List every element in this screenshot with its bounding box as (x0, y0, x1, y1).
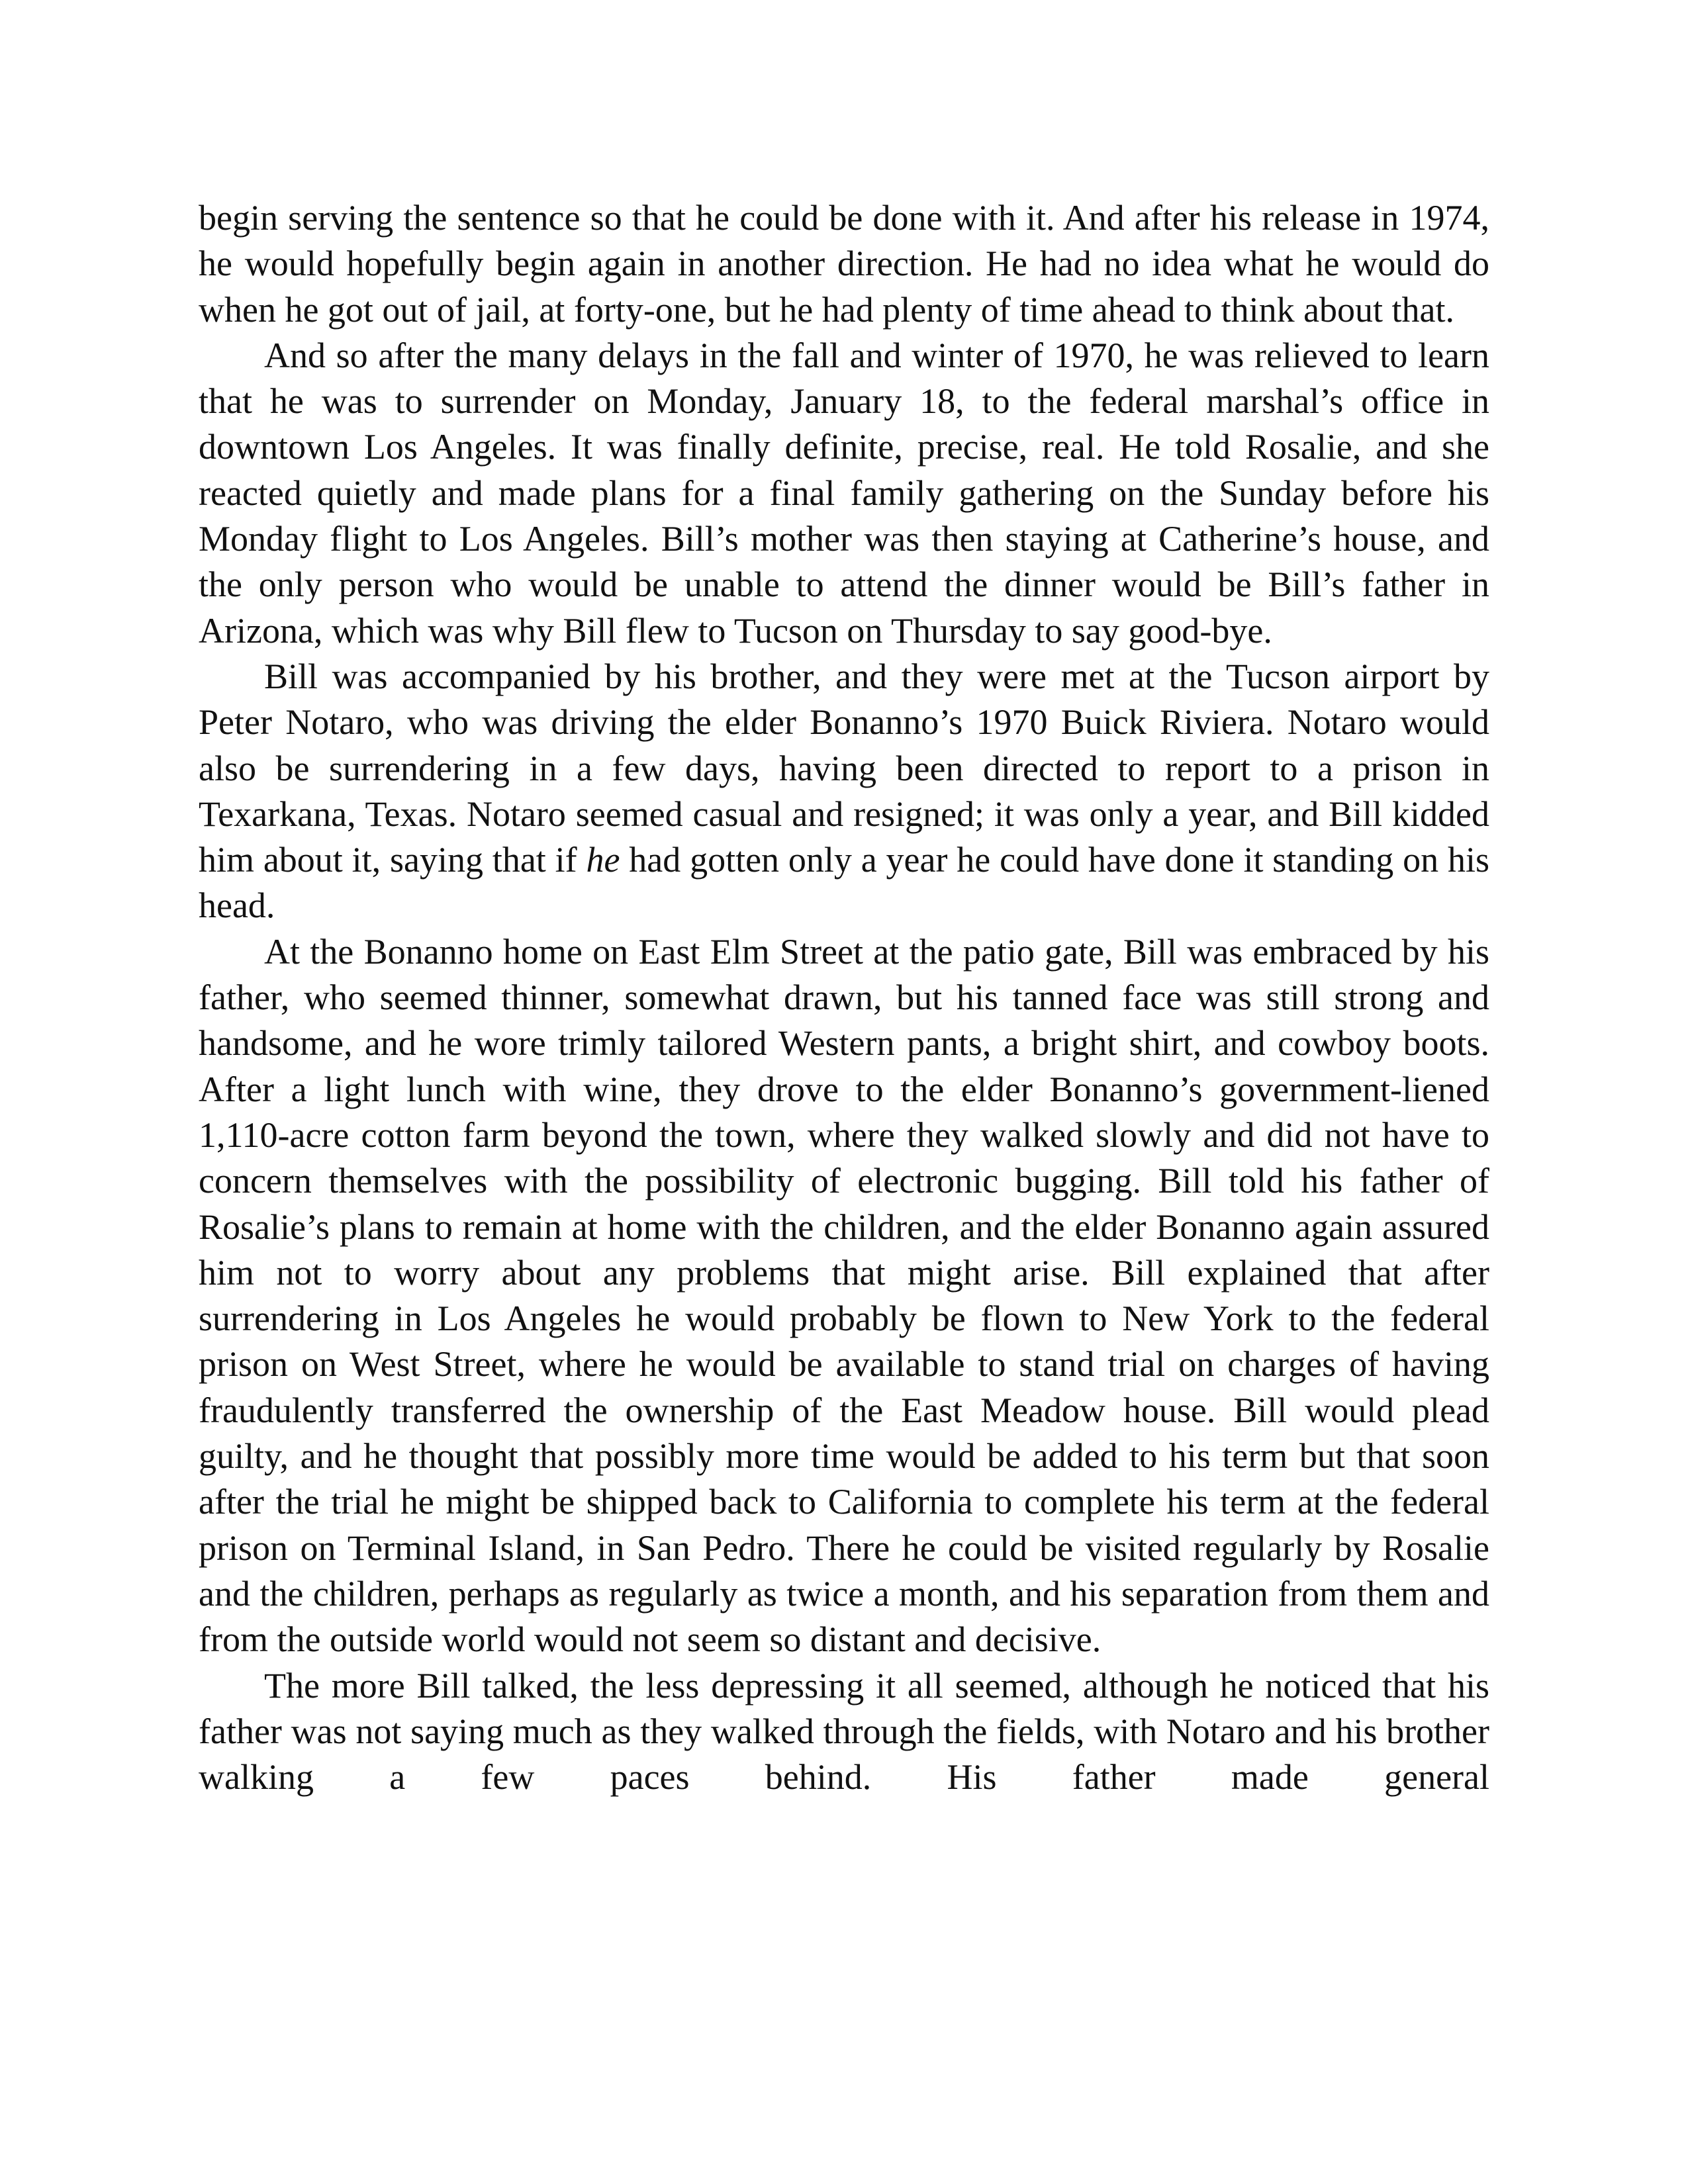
paragraph-5-text: The more Bill talked, the less depressing it all seemed, although he noticed that his father was not saying much as they walked through the fields, with Notaro and his brother walking a few paces behind. His father made general (199, 1665, 1489, 1797)
paragraph-1 (199, 195, 1489, 333)
paragraph-4-text: At the Bonanno home on East Elm Street at the patio gate, Bill was embraced by his father, who seemed thinner, somewhat drawn, but his tanned face was still strong and handsome, and he wore trimly tailored Western pants, a bright shirt, and cowboy boots. After a light lunch with wine, they drove to the elder Bonanno’s government-liened 1,110-acre cotton farm beyond the town, where they walked slowly and did not have to concern themselves with the possibility of electronic bugging. Bill told his father of Rosalie’s plans to remain at home with the children, and the elder Bonanno again assured him not to worry about any problems that might arise. Bill explained that after surrendering in Los Angeles he would probably be flown to New York to the federal prison on West Street, where he would be available to stand trial on charges of having fraudulently transferred the ownership of the East Meadow house. Bill would plead guilty, and he thought that possibly more time would be added to his term but that soon after the trial he might be shipped back to California to complete his term at the federal prison on Terminal Island, in San Pedro. There he could be visited regularly by Rosalie and the children, perhaps as regularly as twice a month, and his separation from them and from the outside world would not seem so distant and decisive. (199, 931, 1489, 1660)
paragraph-3-text-a: Bill was accompanied by his brother, and they were met at the Tucson airport by Peter Notaro, who was driving the elder Bonanno’s 1970 Buick Riviera. Notaro would also be surrendering in a few days, having been directed to report to a prison in Texarkana, Texas. Notaro seemed casual and resigned; it was only a year, and Bill kidded him about it, saying that if (199, 656, 1489, 880)
paragraph-3-italic-he: he (586, 840, 620, 880)
paragraph-5 (199, 1663, 1489, 1801)
paragraph-3 (199, 654, 1489, 929)
paragraph-4 (199, 929, 1489, 1663)
paragraph-3-text-b: had gotten only a year he could have done it standing on his head. (199, 840, 1489, 926)
paragraph-1-text: begin serving the sentence so that he could be done with it. And after his release in 1974, he would hopefully begin again in another direction. He had no idea what he would do when he got out of jail, at forty-one, but he had plenty of time ahead to think about that. (199, 198, 1489, 330)
paragraph-2 (199, 333, 1489, 654)
paragraph-2-text: And so after the many delays in the fall and winter of 1970, he was relieved to learn that he was to surrender on Monday, January 18, to the federal marshal’s office in downtown Los Angeles. It was finally definite, precise, real. He told Rosalie, and she reacted quietly and made plans for a final family gathering on the Sunday before his Monday flight to Los Angeles. Bill’s mother was then staying at Catherine’s house, and the only person who would be unable to attend the dinner would be Bill’s father in Arizona, which was why Bill flew to Tucson on Thursday to say good-bye. (199, 335, 1489, 651)
page-body (199, 195, 1489, 1800)
